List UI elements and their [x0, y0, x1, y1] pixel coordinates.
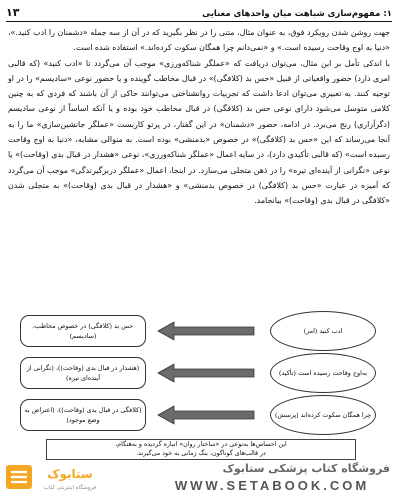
setabook-logo — [6, 462, 106, 493]
note-line: این احساس‌ها به‌نوعی در «ساختار روان» انباره گردیده و به‌هنگام، — [115, 441, 287, 448]
footer — [148, 462, 396, 494]
outcome-box: (هشدار در قبال بدی (وقاحت))، (نگرانی از آینده‌ای تیره) — [20, 357, 146, 389]
store-url[interactable]: WWW.SETABOOK.COM — [174, 478, 370, 493]
utterance-oval: چرا همگان سکوت کرده‌اند (پرسش) — [270, 395, 376, 435]
outcome-box: (کلافگی در قبال بدی (وقاحت))، (اعتراض به وضع موجود) — [20, 399, 146, 431]
left-arrow-icon — [156, 321, 256, 341]
left-arrow-icon — [156, 363, 256, 383]
left-arrow-icon — [156, 405, 256, 425]
note-line: در قالب‌های گوناگون، بنگ زمانی به خود می‌گیرند. — [136, 450, 266, 457]
utterance-oval: ادب کنید (امر) — [270, 311, 376, 351]
svg-text:فروشگاه اینترنتی کتاب: فروشگاه اینترنتی کتاب — [43, 485, 97, 491]
mapping-diagram — [20, 307, 384, 439]
page-header — [6, 5, 392, 19]
utterance-oval: به‌اوج وقاحت رسیده است (تأکید) — [270, 353, 376, 393]
chapter-title: ۱: مفهوم‌سازی شباهت میان واحدهای معنایی — [202, 9, 392, 19]
note-box — [46, 439, 356, 460]
page-number: ۱۳ — [6, 6, 20, 19]
paragraph: با اندکی تأمل بر این مثال، می‌توان دریافت که «عملگر شناکه‌ورزی» موجب آن می‌گردد تا «ادب کنید» (که قالبی امری دارد) حضور واقعیاتی از قبیل «حس بد (کلافگی)» در قبال مخاطب گوینده و یا حضور نوعی «سادیسم» را در او توجیه کنند. به تعبیری می‌توان ادعا داشت که تجربیات روانشناختی می‌توانند حاکی از آن باشند که فردی که به چنین کلامی متوسل می‌شود دارای نوعی حس بد (کلافگی) در قبال مخاطب خود بوده و یا آنکه اساساً از نوعی سادیسم (دگرآزاری) رنج می‌برد. در ادامه، حضور «دشمنان» در این گفتار، در پرتو کاربست «عملگر جانشین‌سازی» ما را به آنجا می‌رساند که این «حس بد (کلافگی)» در خصوص «بدمنشی» بوده است. به منوالی مشابه، «دنیا به اوج وقاحت رسیده است» (که قالبی تأکیدی دارد)، در سایه اعمال «عملگر شناکه‌ورزی»، نوعی «هشدار در قبال بدی (وقاحت)» یا نوعی «نگرانی از آینده‌ای تیره» را در ذهن متجلی می‌سازد. در اینجا، اعمال «عملگر دربرگیرندگی» موجب آن می‌گردد که آمیزه در عبارت «حس بد (کلافگی) در خصوص بدمنشی» و «هشدار در قبال بدی (وقاحت)» به متجلی شدن «کلافگی در قبال بدی (وقاحت)» بیانجامد. — [8, 58, 390, 206]
outcome-box: حس بد (کلافگی) در خصوص مخاطب، (سادیسم) — [20, 315, 146, 347]
paragraph: جهت روشن شدن رویکرد فوق، به عنوان مثال، متنی را در نظر بگیرید که در آن از سه جمله «دشمنان را ادب کنید.»، «دنیا به اوج وقاحت رسیده است.» و «نمی‌دانم چرا همگان سکوت کرده‌اند.» استفاده شده است. — [8, 28, 390, 53]
store-name: فروشگاه کتاب پزشکی ستابوک — [222, 462, 390, 475]
header-rule — [6, 21, 392, 22]
body-text — [8, 25, 390, 209]
svg-text:ستابوک: ستابوک — [47, 467, 93, 481]
